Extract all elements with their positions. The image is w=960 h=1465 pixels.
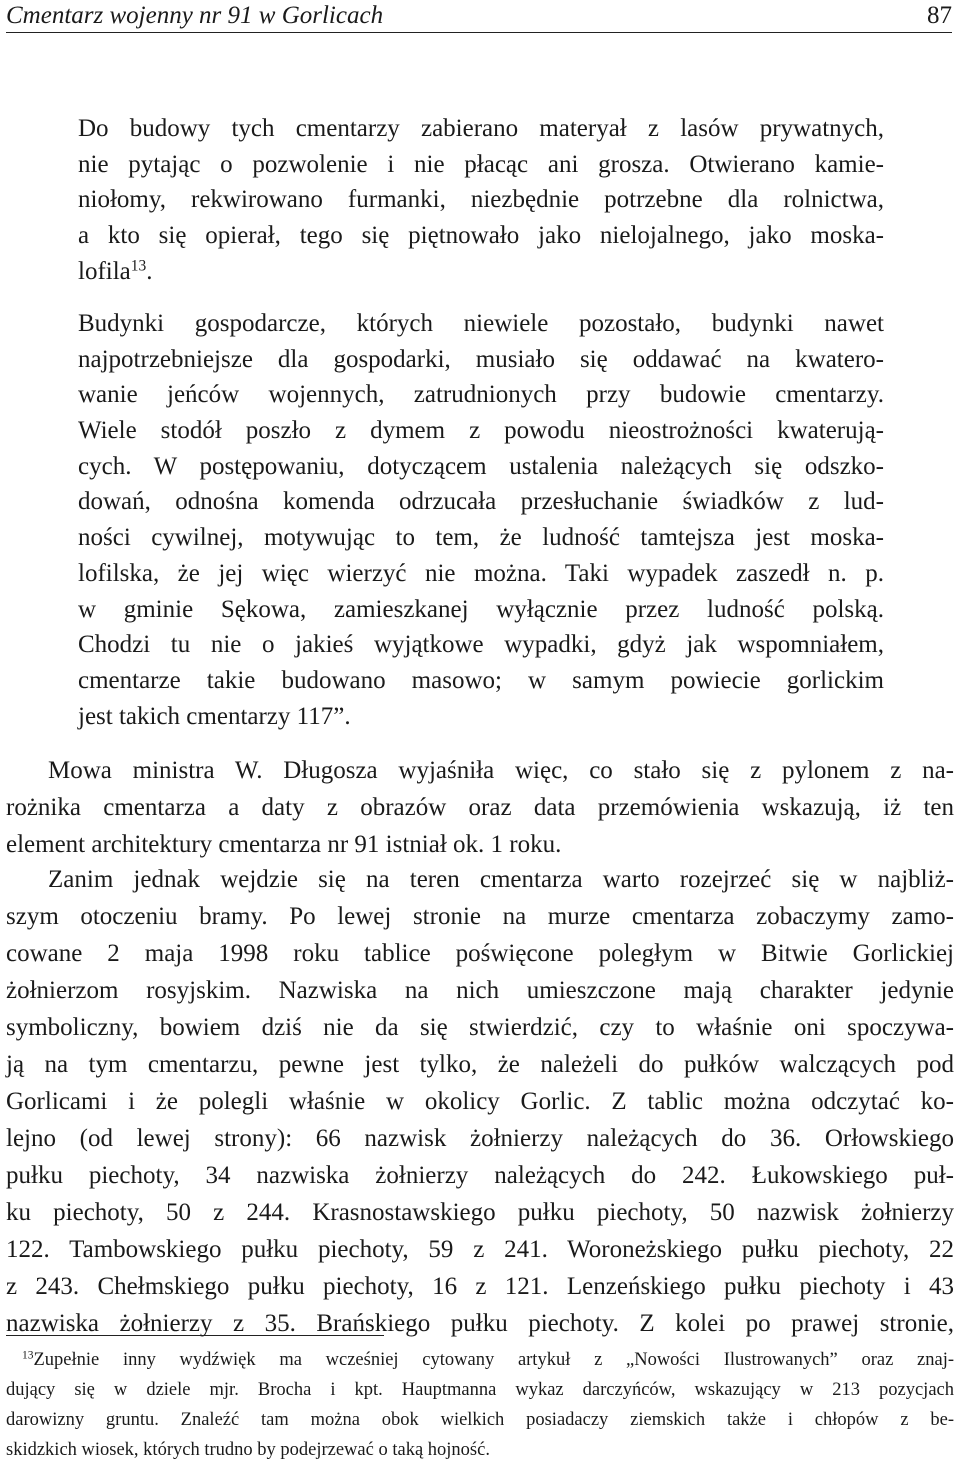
text-line: nazwiska żołnierzy z 35. Brańskiego pułku piechoty. Z kolei po prawej stronie, — [6, 1310, 954, 1337]
running-title: Cmentarz wojenny nr 91 w Gorlicach — [6, 2, 384, 29]
text-line: Budynki gospodarcze, których niewiele pozostało, budynki nawet — [78, 310, 884, 337]
text-line: a kto się opierał, tego się piętnowało jako nielojalnego, jako moska- — [78, 222, 884, 250]
text-line: lejno (od lewej strony): 66 nazwisk żołnierzy należących do 36. Orłowskiego — [6, 1125, 954, 1152]
text-line: lofilska, że jej więc wierzyć nie można. Taki wypadek zaszedł n. p. — [78, 559, 884, 587]
quote-paragraph-2 — [78, 306, 884, 734]
text-line: ją na tym cmentarzu, pewne jest tylko, że należeli do pułków walczących pod — [6, 1051, 954, 1078]
text-line: dowań, odnośna komenda odrzucała przesłuchanie świadków z lud- — [78, 488, 884, 516]
text-line: ności cywilnej, motywując to tem, że ludność tamtejsza jest moska- — [78, 524, 884, 552]
text-line: pułku piechoty, 34 nazwiska żołnierzy należących do 242. Łukowskiego puł- — [6, 1162, 954, 1189]
footnote-line: skidzkich wiosek, których trudno by podejrzewać o taką hojność. — [6, 1440, 490, 1460]
text-line: element architektury cmentarza nr 91 istniał ok. 1 roku. — [6, 831, 562, 858]
text-fragment: Zupełnie inny wydźwięk ma wcześniej cytowany artykuł z „Nowości Ilustrowanych” oraz znaj- — [33, 1350, 954, 1370]
text-line: jest takich cmentarzy 117”. — [78, 702, 351, 730]
text-line: cowane 2 maja 1998 roku tablice poświęcone poległym w Bitwie Gorlickiej — [6, 940, 954, 967]
text-line: Do budowy tych cmentarzy zabierano materyał z lasów prywatnych, — [78, 115, 884, 142]
text-line: szym otoczeniu bramy. Po lewej stronie na murze cmentarza zobaczymy zamo- — [6, 903, 954, 930]
text-line: Mowa ministra W. Długosza wyjaśniła więc, co stało się z pylonem z na- — [48, 757, 954, 784]
text-line: Wiele stodół poszło z dymem z powodu nieostrożności kwaterują- — [78, 417, 884, 445]
text-line: Chodzi tu nie o jakieś wyjątkowe wypadki, gdyż jak wspomniałem, — [78, 631, 884, 659]
text-line: cych. W postępowaniu, dotyczącem ustalenia należących się odszko- — [78, 452, 884, 480]
page-number: 87 — [927, 2, 952, 29]
text-line: cmentarze takie budowano masowo; w samym powiecie gorlickim — [78, 666, 884, 694]
body-paragraph-1 — [6, 752, 954, 863]
text-line — [78, 254, 884, 290]
footnote-line — [6, 1345, 954, 1375]
text-line: w gminie Sękowa, zamieszkanej wyłącznie przez ludność polską. — [78, 595, 884, 623]
footnote-divider — [6, 1335, 384, 1336]
footnote — [6, 1345, 954, 1465]
text-line: 122. Tambowskiego pułku piechoty, 59 z 241. Woroneżskiego pułku piechoty, 22 — [6, 1236, 954, 1263]
main-text — [6, 752, 954, 1342]
text-line: rożnika cmentarza a daty z obrazów oraz data przemówienia wskazują, iż ten — [6, 794, 954, 821]
block-quote — [78, 111, 884, 730]
footnote-line: darowizny gruntu. Znaleźć tam można obok wielkich posiadaczy ziemskich także i chłopów z be- — [6, 1410, 954, 1430]
text-line: nie pytając o pozwolenie i nie płacąc ani grosza. Otwierano kamie- — [78, 150, 884, 178]
footnote-ref: 13 — [130, 257, 147, 275]
text-line: symboliczny, bowiem dziś nie da się stwierdzić, czy to właśnie oni spoczywa- — [6, 1014, 954, 1041]
text-line: niołomy, rekwirowano furmanki, niezbędnie potrzebne dla rolnictwa, — [78, 186, 884, 214]
text-fragment: . — [146, 257, 153, 285]
text-line: Zanim jednak wejdzie się na teren cmentarza warto rozejrzeć się w najbliż- — [48, 866, 954, 893]
body-paragraph-2 — [6, 861, 954, 1342]
text-line: Gorlicami i że polegli właśnie w okolicy Gorlic. Z tablic można odczytać ko- — [6, 1088, 954, 1115]
text-line: najpotrzebniejsze dla gospodarki, musiało się oddawać na kwatero- — [78, 345, 884, 373]
footnote-line: dujący się w dziele mjr. Brocha i kpt. Hauptmanna wykaz darczyńców, wskazujący w 213 pozycjach — [6, 1380, 954, 1400]
running-head — [6, 0, 952, 33]
quote-paragraph-1 — [78, 111, 884, 289]
footnote-marker: 13 — [22, 1349, 34, 1362]
text-line: wanie jeńców wojennych, zatrudnionych przy budowie cmentarzy. — [78, 381, 884, 409]
text-line: ku piechoty, 50 z 244. Krasnostawskiego pułku piechoty, 50 nazwisk żołnierzy — [6, 1199, 954, 1226]
text-line: z 243. Chełmskiego pułku piechoty, 16 z 121. Lenzeńskiego pułku piechoty i 43 — [6, 1273, 954, 1300]
text-fragment: lofila — [78, 257, 131, 285]
text-line: żołnierzom rosyjskim. Nazwiska na nich umieszczone mają charakter jedynie — [6, 977, 954, 1004]
